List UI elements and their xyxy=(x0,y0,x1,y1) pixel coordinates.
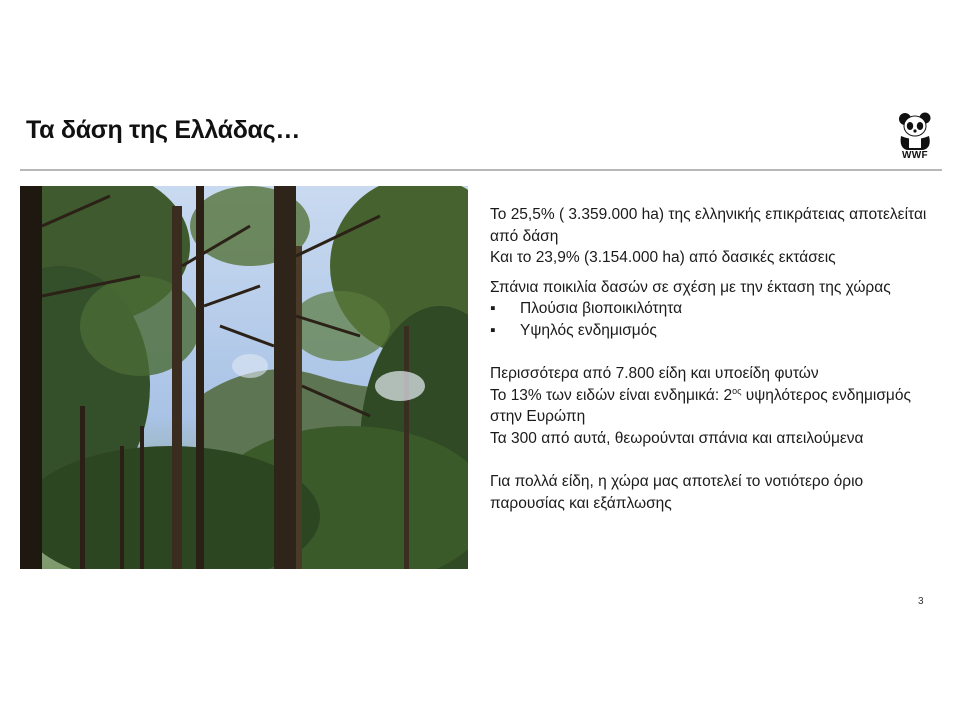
bullet-icon: ▪ xyxy=(490,321,496,339)
page-number: 3 xyxy=(918,596,924,607)
wwf-logo-text: WWF xyxy=(902,150,928,161)
bullet-item xyxy=(490,320,930,342)
rare-species-text: Τα 300 από αυτά, θεωρούνται σπάνια και απειλούμενα xyxy=(490,429,864,447)
forest-coverage-text: Το 25,5% ( 3.359.000 ha) της ελληνικής επικράτειας αποτελείται από δάση xyxy=(490,206,927,245)
forest-variety-text: Σπάνια ποικιλία δασών σε σχέση με την έκταση της χώρας xyxy=(490,278,891,296)
forest-photo xyxy=(20,186,468,569)
southern-limit-text: Για πολλά είδη, η χώρα μας αποτελεί το νοτιότερο όριο παρουσίας και εξάπλωσης xyxy=(490,473,864,512)
forest-land-text: Και το 23,9% (3.154.000 ha) από δασικές εκτάσεις xyxy=(490,249,836,266)
wwf-logo xyxy=(893,110,937,166)
content-text xyxy=(490,204,930,514)
bullet-item xyxy=(490,298,930,320)
wwf-panda-icon xyxy=(893,110,937,152)
endemism-text: Το 13% των ειδών είναι ενδημικά: $2^{o\varsigma}$ υψηλότερος ενδημισμός στην Ευρώπη xyxy=(490,385,911,425)
bullet-text: Υψηλός ενδημισμός xyxy=(520,321,657,339)
bullet-icon: ▪ xyxy=(490,300,496,317)
slide-title: Τα δάση της Ελλάδας… xyxy=(26,116,301,144)
bullet-text: Πλούσια βιοποικιλότητα xyxy=(520,300,683,317)
title-divider xyxy=(20,169,942,171)
plant-species-text: Περισσότερα από 7.800 είδη και υποείδη φυτών xyxy=(490,365,819,382)
